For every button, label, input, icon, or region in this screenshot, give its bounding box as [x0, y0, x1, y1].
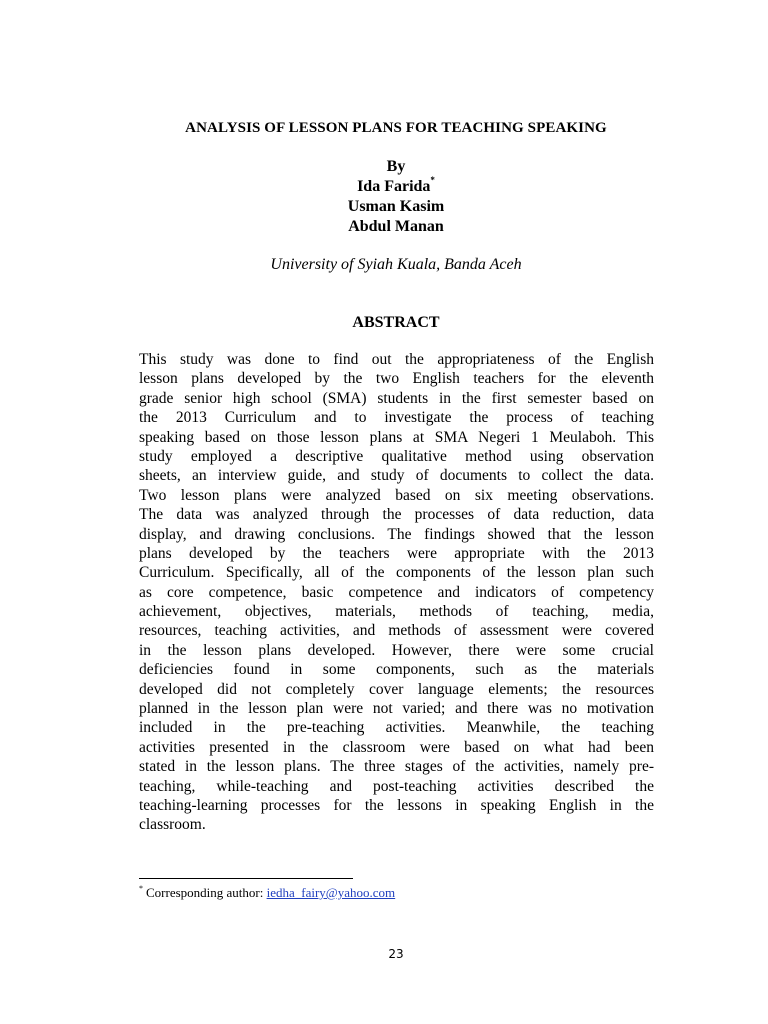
- paper-title: ANALYSIS OF LESSON PLANS FOR TEACHING SPEAKING: [185, 120, 607, 136]
- author-1: [0, 177, 768, 197]
- abstract-line: planned in the lesson plan were not varied; and there was no motivation: [139, 700, 654, 718]
- author-3: Abdul Manan: [348, 218, 444, 235]
- footnote-separator: [139, 878, 353, 879]
- abstract-line: teaching, while-teaching and post-teaching activities described the: [139, 777, 654, 795]
- abstract-line: Curriculum. Specifically, all of the components of the lesson plan such: [139, 564, 654, 582]
- footnote: [139, 885, 395, 901]
- abstract-line: in the lesson plans developed. However, there were some crucial: [139, 641, 654, 659]
- abstract-line: achievement, objectives, materials, methods of teaching, media,: [139, 603, 654, 621]
- abstract-line: study employed a descriptive qualitative method using observation: [139, 447, 654, 465]
- footnote-marker: *: [139, 884, 143, 893]
- abstract-line: activities presented in the classroom were based on what had been: [139, 738, 654, 756]
- author-email-link[interactable]: iedha_fairy@yahoo.com: [266, 885, 396, 900]
- footnote-label: Corresponding author:: [146, 885, 267, 900]
- abstract-line: developed did not completely cover language elements; the resources: [139, 680, 654, 698]
- abstract-line: teaching-learning processes for the lessons in speaking English in the: [139, 796, 654, 814]
- abstract-line: The data was analyzed through the processes of data reduction, data: [139, 506, 654, 524]
- abstract-line: deficiencies found in some components, such as the materials: [139, 661, 654, 679]
- abstract-line: sheets, an interview guide, and study of documents to collect the data.: [139, 467, 654, 485]
- abstract-line: included in the pre-teaching activities. Meanwhile, the teaching: [139, 719, 654, 737]
- author-1-footnote-marker: *: [430, 175, 435, 185]
- abstract-line: classroom.: [139, 816, 206, 834]
- affiliation: University of Syiah Kuala, Banda Aceh: [270, 256, 522, 273]
- abstract-line: Two lesson plans were analyzed based on six meeting observations.: [139, 486, 654, 504]
- abstract-line: plans developed by the teachers were appropriate with the 2013: [139, 544, 654, 562]
- abstract-line: stated in the lesson plans. The three stages of the activities, namely pre-: [139, 758, 654, 776]
- abstract-line: This study was done to find out the appropriateness of the English: [139, 351, 654, 368]
- abstract-line: the 2013 Curriculum and to investigate the process of teaching: [139, 409, 654, 427]
- abstract-line: speaking based on those lesson plans at SMA Negeri 1 Meulaboh. This: [139, 428, 654, 446]
- abstract-body: [139, 350, 654, 835]
- author-2: Usman Kasim: [347, 198, 445, 215]
- abstract-line: lesson plans developed by the two English teachers for the eleventh: [139, 370, 654, 388]
- abstract-line: grade senior high school (SMA) students in the first semester based on: [139, 389, 654, 407]
- author-1-name: Ida Farida: [357, 178, 431, 195]
- abstract-line: as core competence, basic competence and indicators of competency: [139, 583, 654, 601]
- abstract-line: display, and drawing conclusions. The findings showed that the lesson: [139, 525, 654, 543]
- page-number: 23: [388, 947, 404, 961]
- abstract-line: resources, teaching activities, and methods of assessment were covered: [139, 622, 654, 640]
- by-label: By: [386, 158, 406, 175]
- abstract-heading: ABSTRACT: [352, 314, 440, 331]
